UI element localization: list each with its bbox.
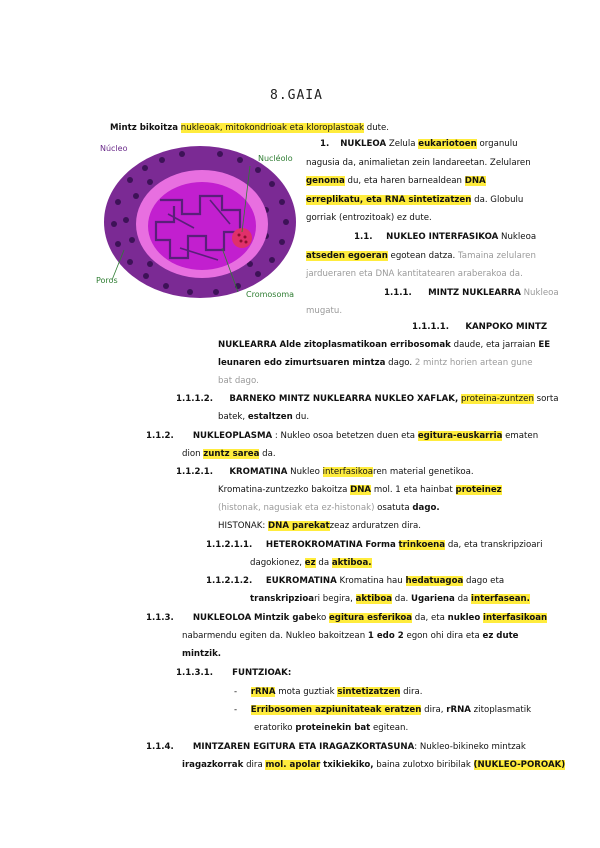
s1121-text: Kromatina-zuntzezko bakoitza	[218, 485, 348, 495]
intro-line	[110, 122, 389, 134]
page-title: 8.GAIA	[270, 88, 323, 103]
s1-heading: NUKLEOA	[340, 139, 387, 149]
s113-text: nabarmendu egiten da. Nukleo bakoitzean	[182, 631, 366, 641]
s113-highlight: egitura esferikoa	[328, 613, 413, 623]
s11-highlight: atseden egoeran	[306, 251, 388, 261]
s113-line3: mintzik.	[182, 649, 222, 659]
s1121-text: ren material genetikoa.	[373, 467, 474, 477]
s1111-line3	[218, 357, 533, 369]
intro-highlight: nukleoak, mitokondrioak eta kloroplastoak	[180, 123, 365, 133]
s112-line1	[146, 430, 538, 442]
s112-text: dion	[182, 449, 201, 459]
s1121-text: osatuta	[377, 503, 410, 513]
s1111-num: 1.1.1.1.	[412, 322, 449, 332]
s113-bold: Mintzik gabe	[253, 613, 317, 623]
s11-text: egotean datza.	[390, 251, 456, 261]
s1131-text: dira,	[424, 705, 444, 715]
s1121-line3	[218, 502, 440, 514]
s11212-bold: transkripzioa	[250, 594, 315, 604]
s1121-highlight: DNA	[350, 485, 372, 495]
s112-heading: NUKLEOPLASMA	[192, 431, 273, 441]
s1112-num: 1.1.1.2.	[176, 394, 213, 404]
label-cromosoma: Cromosoma	[246, 290, 295, 299]
s1121-line1	[176, 466, 474, 478]
s113-bold: nukleo	[447, 613, 481, 623]
intro-term: Mintz bikoitza	[110, 123, 179, 133]
s1111-bold: EE	[538, 340, 551, 350]
s1111-line2	[218, 339, 550, 351]
s1-line5: gorriak (entrozitoak) ez dute.	[306, 213, 432, 223]
s114-line1	[146, 741, 526, 753]
s1131-text: dira.	[403, 687, 423, 697]
s1121-text: mol. 1 eta hainbat	[373, 485, 453, 495]
s1111-bold: Alde zitoplasmatikoan erribosomak	[279, 340, 451, 350]
s1111-heading: KANPOKO MINTZ	[465, 322, 548, 332]
s113-line1	[146, 612, 547, 624]
s111-heading: MINTZ NUKLEARRA	[428, 288, 521, 298]
s113-text: ko	[316, 613, 327, 623]
s1-text: Zelula	[388, 139, 416, 149]
s1131-highlight: rRNA	[250, 687, 276, 697]
s11211-line2	[250, 557, 372, 569]
s11-line1	[354, 231, 536, 243]
s1111-text: daude, eta jarraian	[453, 340, 536, 350]
label-nucleo: Núcleo	[100, 144, 128, 153]
nucleus-illustration	[90, 140, 310, 302]
s1121-line4	[218, 520, 421, 532]
s1-line2: nagusia da, animalietan zein landareetan. Zelularen	[306, 158, 531, 168]
s11211-line1	[206, 539, 542, 551]
s114-text: : Nukleo-bikineko mintzak	[414, 742, 526, 752]
s1131-num: 1.1.3.1.	[176, 668, 213, 678]
s113-heading: NUKLEOLOA	[192, 613, 252, 623]
s1131-text: mota guztiak	[278, 687, 335, 697]
s11212-line2	[250, 593, 530, 605]
s1112-text: batek,	[218, 412, 246, 422]
s1-line3	[306, 175, 486, 187]
s1-highlight: genoma	[306, 176, 345, 186]
s11-line2	[306, 250, 536, 262]
s112-text: da.	[262, 449, 276, 459]
s114-highlight: mol. apolar	[265, 760, 321, 770]
s1121-heading: KROMATINA	[229, 467, 288, 477]
label-nucleolo: Nucléolo	[258, 154, 293, 163]
s1121-highlight: proteinez	[455, 485, 502, 495]
s1121-bold: dago.	[412, 503, 440, 513]
s1111-grey-text: 2 mintz horien artean gune	[414, 358, 533, 368]
s113-num: 1.1.3.	[146, 613, 174, 623]
s113-bold: 1 edo 2	[367, 631, 404, 641]
s11212-text: da	[457, 594, 469, 604]
s114-bold: txikiekiko,	[323, 760, 374, 770]
s111-line1	[384, 287, 559, 299]
s1-text: du, eta haren barnealdean	[347, 176, 462, 186]
s113-text: da, eta	[414, 613, 445, 623]
s1131-text: egitean.	[373, 723, 409, 733]
s11211-heading: HETEROKROMATINA	[265, 540, 363, 550]
s113-line2	[182, 630, 519, 642]
s1121-highlight: DNA parekat	[268, 521, 330, 531]
s11212-text: ri begira,	[314, 594, 353, 604]
label-poros: Poros	[96, 276, 118, 285]
s114-highlight: (NUKLEO-POROAK)	[473, 760, 566, 770]
s1131-highlight: sintetizatzen	[337, 687, 401, 697]
s1-highlight: erreplikatu, eta RNA sintetizatzen	[306, 195, 472, 205]
s1131-highlight: Erribosomen azpiunitateak eratzen	[250, 705, 422, 715]
s1131-text: eratoriko	[254, 723, 293, 733]
s1-highlight: DNA	[464, 176, 486, 186]
s11-grey-text: Tamaina zelularen	[457, 251, 536, 261]
s114-num: 1.1.4.	[146, 742, 174, 752]
s11-text: Nukleoa	[501, 232, 537, 242]
s1112-heading: BARNEKO MINTZ NUKLEARRA NUKLEO XAFLAK,	[229, 394, 459, 404]
s114-heading: MINTZAREN EGITURA ETA IRAGAZKORTASUNA	[192, 742, 415, 752]
s11-line3: jardueraren eta DNA kantitatearen araberakoa da.	[306, 269, 523, 279]
s1112-line1	[176, 393, 559, 405]
s1111-text: dago.	[388, 358, 413, 368]
s1-num: 1.	[320, 139, 330, 149]
s1121-grey-text: (histonak, nagusiak eta ez-histonak)	[218, 503, 375, 513]
s1131-bullet2-cont	[254, 722, 408, 734]
s112-line2	[182, 448, 276, 460]
s11212-text: da.	[394, 594, 409, 604]
s111-line2: mugatu.	[306, 306, 343, 316]
s1121-highlight: interfasikoa	[322, 467, 374, 477]
s11212-text: Kromatina hau	[339, 576, 403, 586]
s1-text: da. Globulu	[474, 195, 524, 205]
s113-highlight: interfasikoan	[483, 613, 548, 623]
s113-bold: ez dute	[482, 631, 519, 641]
s114-text: baina zulotxo biribilak	[376, 760, 471, 770]
s112-highlight: zuntz sarea	[203, 449, 260, 459]
s114-bold: iragazkorrak	[182, 760, 244, 770]
s1112-bold: estaltzen	[247, 412, 293, 422]
s11212-line1	[206, 575, 504, 587]
s11211-text: dagokionez,	[250, 558, 303, 568]
s1131-bullet1: - rRNA mota guztiak sintetizatzen dira.	[234, 687, 423, 697]
s1112-text: du.	[295, 412, 310, 422]
s11212-highlight: aktiboa	[355, 594, 393, 604]
s11211-num: 1.1.2.1.1.	[206, 540, 253, 550]
s111-text: Nukleoa	[523, 288, 559, 298]
s1111-term: NUKLEARRA	[218, 340, 277, 350]
s1121-text: zeaz arduratzen dira.	[329, 521, 422, 531]
s11-num: 1.1.	[354, 232, 373, 242]
s1111-line1	[412, 321, 547, 333]
s11212-bold: Ugariena	[410, 594, 455, 604]
s113-text: egon ohi dira eta	[406, 631, 480, 641]
s112-num: 1.1.2.	[146, 431, 174, 441]
s1112-text: sorta	[536, 394, 559, 404]
s11211-bold: Forma	[365, 540, 396, 550]
s1121-num: 1.1.2.1.	[176, 467, 213, 477]
s1-text: organulu	[479, 139, 518, 149]
s1131-heading: FUNTZIOAK:	[232, 668, 292, 678]
s1121-line2	[218, 484, 502, 496]
s112-highlight: egitura-euskarria	[417, 431, 503, 441]
s1131-bold: rRNA	[446, 705, 471, 715]
s1-highlight: eukariotoen	[418, 139, 477, 149]
s1131-text: zitoplasmatik	[473, 705, 532, 715]
s1121-text: Nukleo	[290, 467, 320, 477]
s112-text: : Nukleo osoa betetzen duen eta	[274, 431, 416, 441]
s11-heading: NUKLEO INTERFASIKOA	[386, 232, 499, 242]
s11211-highlight: aktiboa.	[331, 558, 372, 568]
s1-line4	[306, 194, 523, 206]
s114-line2	[182, 759, 565, 771]
s11212-heading: EUKROMATINA	[265, 576, 337, 586]
s1121-text: HISTONAK:	[218, 521, 266, 531]
intro-end: dute.	[366, 123, 390, 133]
s1131-line1	[176, 667, 291, 679]
s1131-bold: proteinekin bat	[295, 723, 371, 733]
s111-num: 1.1.1.	[384, 288, 412, 298]
s1131-bullet2: - Erribosomen azpiunitateak eratzen dira, rRNA zitoplasmatik	[234, 705, 532, 715]
s1111-line4: bat dago.	[218, 376, 259, 386]
s11211-text: da	[318, 558, 330, 568]
s112-text: ematen	[505, 431, 539, 441]
nucleus-figure	[90, 140, 310, 302]
s11212-highlight: hedatuagoa	[405, 576, 464, 586]
s1112-highlight: proteina-zuntzen	[460, 394, 534, 404]
s11212-text: dago eta	[466, 576, 505, 586]
s11211-highlight: ez	[304, 558, 316, 568]
s1112-line2	[218, 411, 309, 423]
s114-text: dira	[246, 760, 263, 770]
s11212-highlight: interfasean.	[471, 594, 530, 604]
s11211-text: da, eta transkripzioari	[447, 540, 543, 550]
s11211-highlight: trinkoena	[398, 540, 446, 550]
s11212-num: 1.1.2.1.2.	[206, 576, 253, 586]
s1111-bold: leunaren edo zimurtsuaren mintza	[218, 358, 386, 368]
s1-line1	[320, 138, 518, 150]
